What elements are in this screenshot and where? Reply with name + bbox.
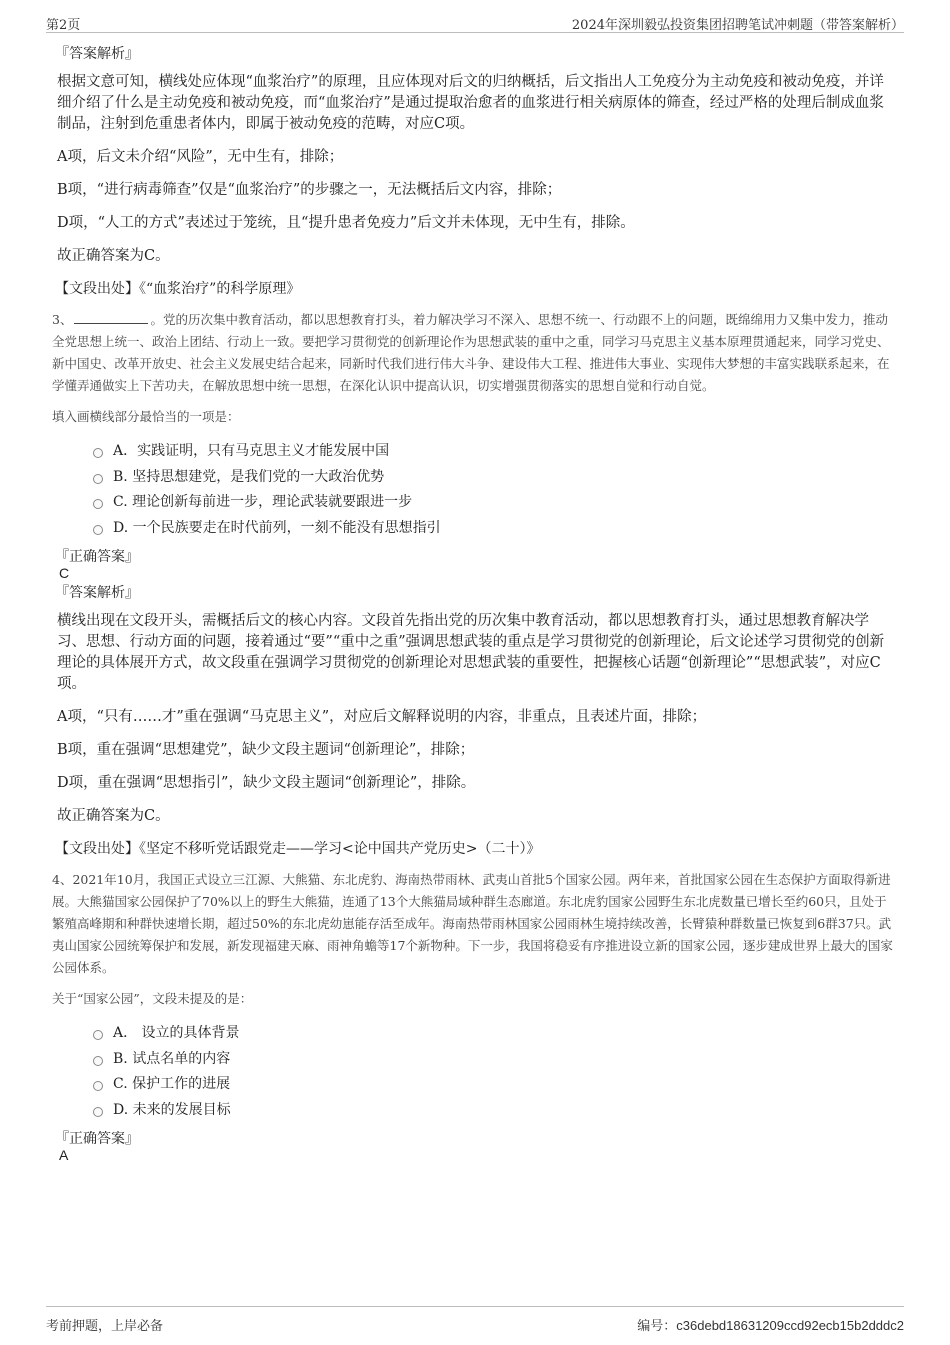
option-c[interactable] xyxy=(93,490,895,516)
option-b[interactable] xyxy=(93,465,895,491)
footer-slogan: 考前押题，上岸必备 xyxy=(46,1319,164,1334)
question-stem: 填入画横线部分最恰当的一项是： xyxy=(52,409,240,424)
options-list xyxy=(93,1021,895,1123)
question-number: 3、 xyxy=(52,312,73,327)
option-a[interactable] xyxy=(93,439,895,465)
source-label: 【文段出处】 xyxy=(55,841,139,857)
analysis-option-d: D项，重在强调“思想指引”，缺少文段主题词“创新理论”，排除。 xyxy=(57,775,476,791)
analysis-option-b: B项，重在强调“思想建党”，缺少文段主题词“创新理论”，排除； xyxy=(57,742,475,758)
code-value: c36debd18631209ccd92ecb15b2dddc2 xyxy=(676,1318,904,1333)
question-3 xyxy=(52,309,895,859)
radio-icon[interactable] xyxy=(93,499,103,509)
radio-icon[interactable] xyxy=(93,1030,103,1040)
analysis-paragraph: 根据文意可知，横线处应体现“血浆治疗”的原理，且应体现对后文的归纳概括，后文指出人工免疫分为主动免疫和被动免疫，并详细介绍了什么是主动免疫和被动免疫，而“血浆治疗”是通过提取治愈者的血浆进行相关病原体的筛查，经过严格的处理后制成血浆制品，注射到危重患者体内，即属于被动免疫的范畴，对应C项。 xyxy=(57,74,884,132)
question-text xyxy=(52,309,895,397)
radio-icon[interactable] xyxy=(93,525,103,535)
analysis-conclusion: 故正确答案为C。 xyxy=(57,248,170,264)
analysis-option-a: A项，后文未介绍“风险”，无中生有，排除； xyxy=(57,149,344,165)
option-d[interactable] xyxy=(93,1098,895,1124)
correct-answer-label: 『正确答案』 xyxy=(55,1131,139,1147)
analysis-conclusion: 故正确答案为C。 xyxy=(57,808,170,824)
question-body: 。党的历次集中教育活动，都以思想教育打头，着力解决学习不深入、思想不统一、行动跟不上的问题，既绵绵用力又集中发力，推动全党思想上统一、政治上团结、行动上一致。要把学习贯彻党的创新理论作为思想武装的重中之重，同学习马克思主义基本原理贯通起来，同学习党史、新中国史、改革开放史、社会主义发展史结合起来，同新时代我们进行伟大斗争、建设伟大工程、推进伟大事业、实现伟大梦想的丰富实践联系起来，在学懂弄通做实上下苦功夫，在解放思想中统一思想，在深化认识中提高认识，切实增强贯彻落实的思想自觉和行动自觉。 xyxy=(52,312,890,393)
q2-analysis-section xyxy=(55,44,895,299)
analysis-paragraph: 横线出现在文段开头，需概括后文的核心内容。文段首先指出党的历次集中教育活动，都以思想教育打头，通过思想教育解决学习、思想、行动方面的问题，接着通过“要”“重中之重”强调思想武装的重点是学习贯彻党的创新理论，后文论述学习贯彻党的创新理论的具体展开方式，故文段重在强调学习贯彻党的创新理论对思想武装的重要性，把握核心话题“创新理论”“思想武装”，对应C项。 xyxy=(57,613,885,692)
option-c[interactable] xyxy=(93,1072,895,1098)
analysis-option-b: B项，“进行病毒筛查”仅是“血浆治疗”的步骤之一，无法概括后文内容，排除； xyxy=(57,182,562,198)
option-a[interactable] xyxy=(93,1021,895,1047)
question-text: 4、2021年10月，我国正式设立三江源、大熊猫、东北虎豹、海南热带雨林、武夷山首批5个国家公园。两年来，首批国家公园在生态保护方面取得新进展。大熊猫国家公园保护了70%以上的野生大熊猫，连通了13个大熊猫局域种群生态廊道。东北虎豹国家公园野生东北虎数量已增长至约60只，且处于繁殖高峰期和种群快速增长期，超过50%的东北虎幼崽能存活至成年。海南热带雨林国家公园雨林生境持续改善，长臂猿种群数量已恢复到6群37只。武夷山国家公园统筹保护和发展，新发现福建天麻、雨神角蟾等17个新物种。下一步，我国将稳妥有序推进设立新的国家公园，逐步建成世界上最大的国家公园体系。 xyxy=(52,872,893,975)
source-text: 《“血浆治疗”的科学原理》 xyxy=(139,281,301,297)
option-d[interactable] xyxy=(93,516,895,542)
source-label: 【文段出处】 xyxy=(55,281,139,297)
option-label: B. 坚持思想建党，是我们党的一大政治优势 xyxy=(113,468,385,485)
main-content xyxy=(52,44,895,1165)
correct-answer: A xyxy=(59,1147,69,1163)
document-code xyxy=(637,1315,904,1334)
source-text: 《坚定不移听党话跟党走——学习<论中国共产党历史>（二十）》 xyxy=(139,841,541,857)
option-b[interactable] xyxy=(93,1047,895,1073)
page-footer xyxy=(46,1306,904,1333)
analysis-label: 『答案解析』 xyxy=(55,585,139,601)
option-label: B. 试点名单的内容 xyxy=(113,1050,231,1067)
page-header xyxy=(46,12,904,33)
analysis-label: 『答案解析』 xyxy=(55,46,139,62)
question-stem: 关于“国家公园”，文段未提及的是： xyxy=(52,991,253,1006)
option-label: C. 理论创新每前进一步，理论武装就要跟进一步 xyxy=(113,494,413,510)
option-label: D. 未来的发展目标 xyxy=(113,1101,231,1118)
radio-icon[interactable] xyxy=(93,474,103,484)
radio-icon[interactable] xyxy=(93,448,103,458)
page-number: 第2页 xyxy=(46,18,81,33)
option-label: A． 设立的具体背景 xyxy=(113,1025,240,1041)
analysis-option-a: A项，“只有……才”重在强调“马克思主义”，对应后文解释说明的内容，非重点，且表述片面，排除； xyxy=(57,709,707,725)
radio-icon[interactable] xyxy=(93,1056,103,1066)
source-line xyxy=(55,839,895,859)
option-label: D. 一个民族要走在时代前列，一刻不能没有思想指引 xyxy=(113,519,441,536)
correct-answer: C xyxy=(59,565,70,581)
options-list xyxy=(93,439,895,541)
option-label: C. 保护工作的进展 xyxy=(113,1076,231,1092)
question-4 xyxy=(52,869,895,1163)
document-title: 2024年深圳毅弘投资集团招聘笔试冲刺题（带答案解析） xyxy=(571,18,904,33)
option-label: A．实践证明，只有马克思主义才能发展中国 xyxy=(113,443,390,459)
fill-blank xyxy=(74,311,148,324)
radio-icon[interactable] xyxy=(93,1081,103,1091)
radio-icon[interactable] xyxy=(93,1107,103,1117)
analysis-option-d: D项，“人工的方式”表述过于笼统，且“提升患者免疫力”后文并未体现，无中生有，排除。 xyxy=(57,215,635,231)
source-line xyxy=(55,279,895,299)
correct-answer-label: 『正确答案』 xyxy=(55,549,139,565)
code-label: 编号： xyxy=(637,1319,677,1334)
